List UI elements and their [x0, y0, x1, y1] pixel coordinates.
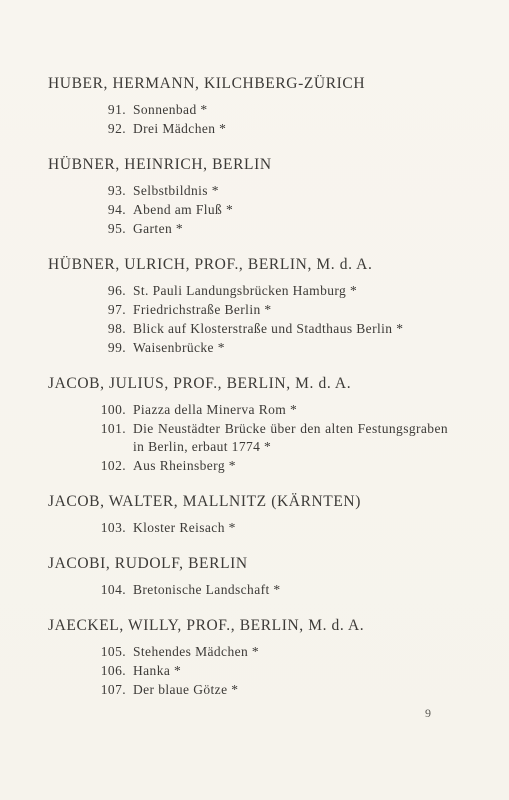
- work-number: 106.: [100, 663, 126, 678]
- work-title: Kloster Reisach *: [133, 520, 236, 535]
- work-number: 100.: [100, 402, 126, 417]
- work-item: [48, 282, 448, 300]
- work-title: Bretonische Landschaft *: [133, 582, 281, 597]
- work-item: [48, 201, 448, 219]
- artist-name: HÜBNER, ULRICH, PROF., BERLIN, M. d. A.: [48, 256, 373, 273]
- work-item: [48, 662, 448, 680]
- artist-entry: [48, 374, 448, 475]
- work-title: Piazza della Minerva Rom *: [133, 402, 298, 417]
- work-title: Der blaue Götze *: [133, 682, 239, 697]
- work-number: 98.: [107, 321, 126, 336]
- work-number: 93.: [107, 183, 126, 198]
- works-list: [48, 643, 448, 699]
- works-list: [48, 101, 448, 138]
- work-title: Selbstbildnis *: [133, 183, 219, 198]
- artist-name: HÜBNER, HEINRICH, BERLIN: [48, 156, 272, 173]
- work-item: [48, 301, 448, 319]
- work-item: [48, 420, 448, 456]
- work-number: 101.: [100, 421, 126, 436]
- work-number: 96.: [107, 283, 126, 298]
- work-item: [48, 643, 448, 661]
- work-number: 102.: [100, 458, 126, 473]
- artist-entry: [48, 74, 448, 138]
- work-title: Aus Rheinsberg *: [133, 458, 236, 473]
- artist-name: JACOB, JULIUS, PROF., BERLIN, M. d. A.: [48, 375, 352, 392]
- works-list: [48, 282, 448, 357]
- artist-name: JAECKEL, WILLY, PROF., BERLIN, M. d. A.: [48, 617, 365, 634]
- artist-entry: [48, 554, 448, 599]
- work-item: [48, 401, 448, 419]
- work-title: Garten *: [133, 221, 184, 236]
- work-title: Stehendes Mädchen *: [133, 644, 260, 659]
- work-number: 104.: [100, 582, 126, 597]
- work-item: [48, 182, 448, 200]
- work-number: 99.: [107, 340, 126, 355]
- page-number: 9: [425, 706, 431, 720]
- work-number: 105.: [100, 644, 126, 659]
- artist-entry: [48, 616, 448, 699]
- work-title: Waisenbrücke *: [133, 340, 225, 355]
- work-title: Die Neustädter Brücke über den alten Festungsgraben in Berlin, erbaut 1774 *: [133, 421, 448, 454]
- work-item: [48, 220, 448, 238]
- work-number: 91.: [107, 102, 126, 117]
- work-item: [48, 120, 448, 138]
- work-title: Abend am Fluß *: [133, 202, 234, 217]
- work-number: 92.: [107, 121, 126, 136]
- work-number: 95.: [107, 221, 126, 236]
- artist-catalog: [48, 74, 448, 716]
- work-number: 107.: [100, 682, 126, 697]
- work-number: 97.: [107, 302, 126, 317]
- artist-entry: [48, 155, 448, 238]
- artist-entry: [48, 492, 448, 537]
- work-item: [48, 681, 448, 699]
- work-item: [48, 519, 448, 537]
- work-title: St. Pauli Landungsbrücken Hamburg *: [133, 283, 358, 298]
- works-list: [48, 182, 448, 238]
- work-item: [48, 457, 448, 475]
- artist-name: JACOB, WALTER, MALLNITZ (KÄRNTEN): [48, 493, 361, 510]
- work-number: 94.: [107, 202, 126, 217]
- work-item: [48, 581, 448, 599]
- work-title: Sonnenbad *: [133, 102, 208, 117]
- work-item: [48, 320, 448, 338]
- works-list: [48, 581, 448, 599]
- work-title: Friedrichstraße Berlin *: [133, 302, 272, 317]
- work-title: Blick auf Klosterstraße und Stadthaus Berlin *: [133, 321, 404, 336]
- work-item: [48, 101, 448, 119]
- artist-entry: [48, 255, 448, 357]
- work-item: [48, 339, 448, 357]
- artist-name: JACOBI, RUDOLF, BERLIN: [48, 555, 248, 572]
- work-number: 103.: [100, 520, 126, 535]
- work-title: Drei Mädchen *: [133, 121, 227, 136]
- work-title: Hanka *: [133, 663, 182, 678]
- works-list: [48, 519, 448, 537]
- works-list: [48, 401, 448, 475]
- artist-name: HUBER, HERMANN, KILCHBERG-ZÜRICH: [48, 75, 366, 92]
